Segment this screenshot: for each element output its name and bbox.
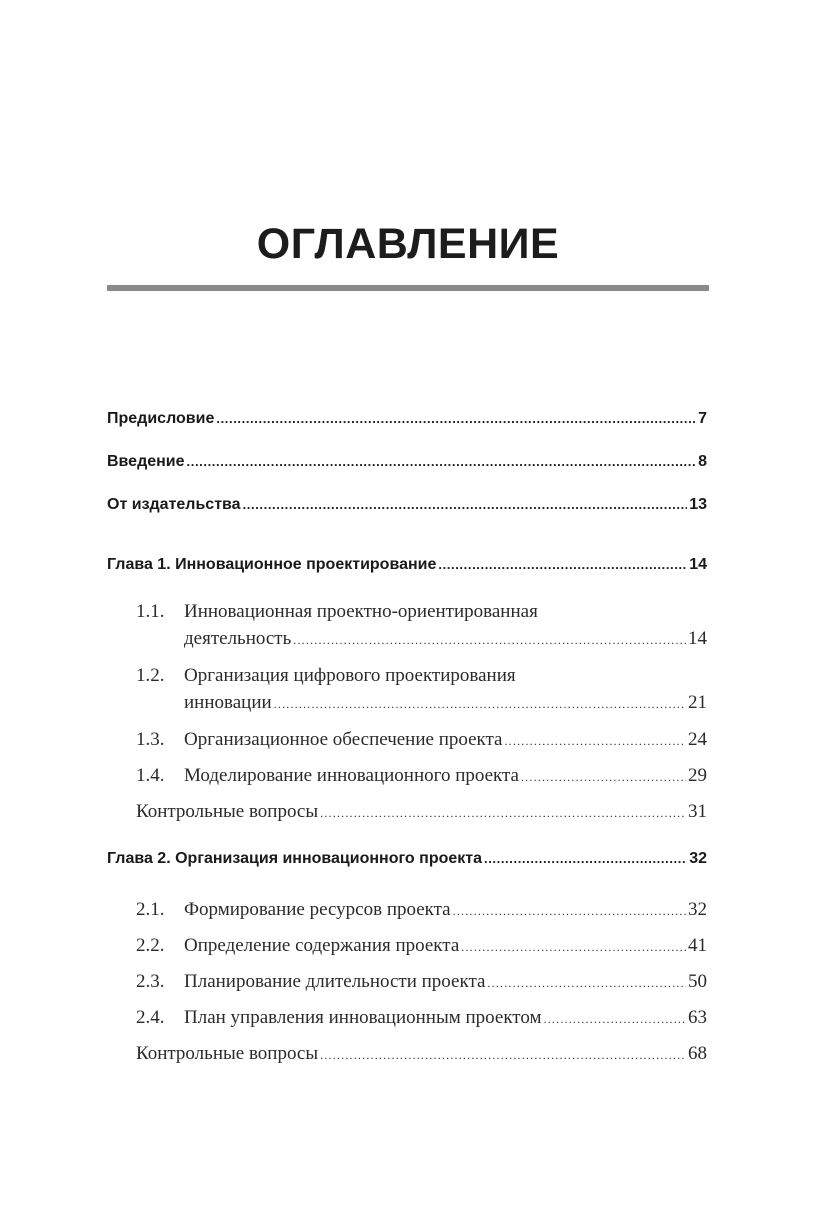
toc-entry-page: 7 — [698, 410, 707, 427]
toc-entry-page: 68 — [688, 1043, 707, 1064]
dot-leader — [487, 976, 686, 991]
dot-leader — [293, 633, 686, 648]
toc-entry-preface[interactable] — [107, 410, 707, 428]
section-label: План управления инновационным проектом — [184, 1007, 542, 1028]
toc-entry-page: 8 — [698, 453, 707, 470]
toc-section-1-2-line1[interactable] — [136, 665, 516, 687]
toc-entry-label: Глава 2. Организация инновационного проекта — [107, 850, 482, 867]
toc-section-2-4[interactable] — [136, 1007, 707, 1029]
toc-entry-page: 21 — [688, 692, 707, 713]
toc-section-1-1-line1[interactable] — [136, 601, 538, 623]
toc-entry-chapter-1[interactable] — [107, 556, 707, 574]
section-label: Контрольные вопросы — [136, 801, 319, 822]
section-number: 2.4. — [136, 1007, 165, 1028]
section-number: 2.2. — [136, 935, 165, 956]
section-label: Контрольные вопросы — [136, 1043, 319, 1064]
dot-leader — [274, 697, 686, 712]
toc-entry-page: 32 — [689, 850, 707, 867]
page-title: ОГЛАВЛЕНИЕ — [256, 220, 560, 268]
section-number: 2.3. — [136, 971, 165, 992]
toc-entry-publisher[interactable] — [107, 496, 707, 514]
toc-section-2-2[interactable] — [136, 935, 707, 957]
section-number: 2.1. — [136, 899, 165, 920]
title-underline — [107, 285, 709, 291]
dot-leader — [438, 557, 687, 572]
dot-leader — [320, 1048, 686, 1063]
section-label-cont: деятельность — [184, 628, 292, 649]
toc-entry-label: Предисловие — [107, 410, 215, 427]
dot-leader — [320, 806, 686, 821]
toc-entry-label: Введение — [107, 453, 185, 470]
toc-entry-page: 14 — [688, 628, 707, 649]
toc-section-1-1-line2[interactable] — [184, 628, 707, 650]
section-label: Формирование ресурсов проекта — [184, 899, 451, 920]
toc-section-2-questions[interactable] — [136, 1043, 707, 1065]
section-number: 1.1. — [136, 601, 165, 622]
toc-entry-page: 31 — [688, 801, 707, 822]
dot-leader — [187, 454, 697, 469]
toc-entry-page: 29 — [688, 765, 707, 786]
toc-entry-page: 13 — [689, 496, 707, 513]
toc-entry-label: От издательства — [107, 496, 241, 513]
section-label: Моделирование инновационного проекта — [184, 765, 519, 786]
section-label: Организация цифрового проектирования — [184, 665, 516, 686]
section-label-cont: инновации — [184, 692, 272, 713]
toc-section-1-2-line2[interactable] — [184, 692, 707, 714]
toc-entry-intro[interactable] — [107, 453, 707, 471]
toc-entry-page: 41 — [688, 935, 707, 956]
toc-entry-page: 14 — [689, 556, 707, 573]
toc-section-1-questions[interactable] — [136, 801, 707, 823]
toc-section-1-4[interactable] — [136, 765, 707, 787]
section-label: Определение содержания проекта — [184, 935, 460, 956]
dot-leader — [243, 497, 688, 512]
section-number: 1.2. — [136, 665, 165, 686]
section-number: 1.3. — [136, 729, 165, 750]
toc-entry-chapter-2[interactable] — [107, 850, 707, 868]
dot-leader — [504, 734, 686, 749]
section-label: Инновационная проектно-ориентированная — [184, 601, 538, 622]
dot-leader — [461, 940, 686, 955]
toc-section-2-1[interactable] — [136, 899, 707, 921]
dot-leader — [544, 1012, 686, 1027]
section-label: Организационное обеспечение проекта — [184, 729, 503, 750]
toc-entry-page: 32 — [688, 899, 707, 920]
dot-leader — [521, 770, 686, 785]
toc-entry-page: 24 — [688, 729, 707, 750]
section-number: 1.4. — [136, 765, 165, 786]
toc-entry-page: 63 — [688, 1007, 707, 1028]
toc-section-2-3[interactable] — [136, 971, 707, 993]
dot-leader — [453, 904, 686, 919]
dot-leader — [216, 411, 696, 426]
section-label: Планирование длительности проекта — [184, 971, 486, 992]
toc-section-1-3[interactable] — [136, 729, 707, 751]
toc-entry-page: 50 — [688, 971, 707, 992]
dot-leader — [484, 851, 687, 866]
toc-entry-label: Глава 1. Инновационное проектирование — [107, 556, 437, 573]
